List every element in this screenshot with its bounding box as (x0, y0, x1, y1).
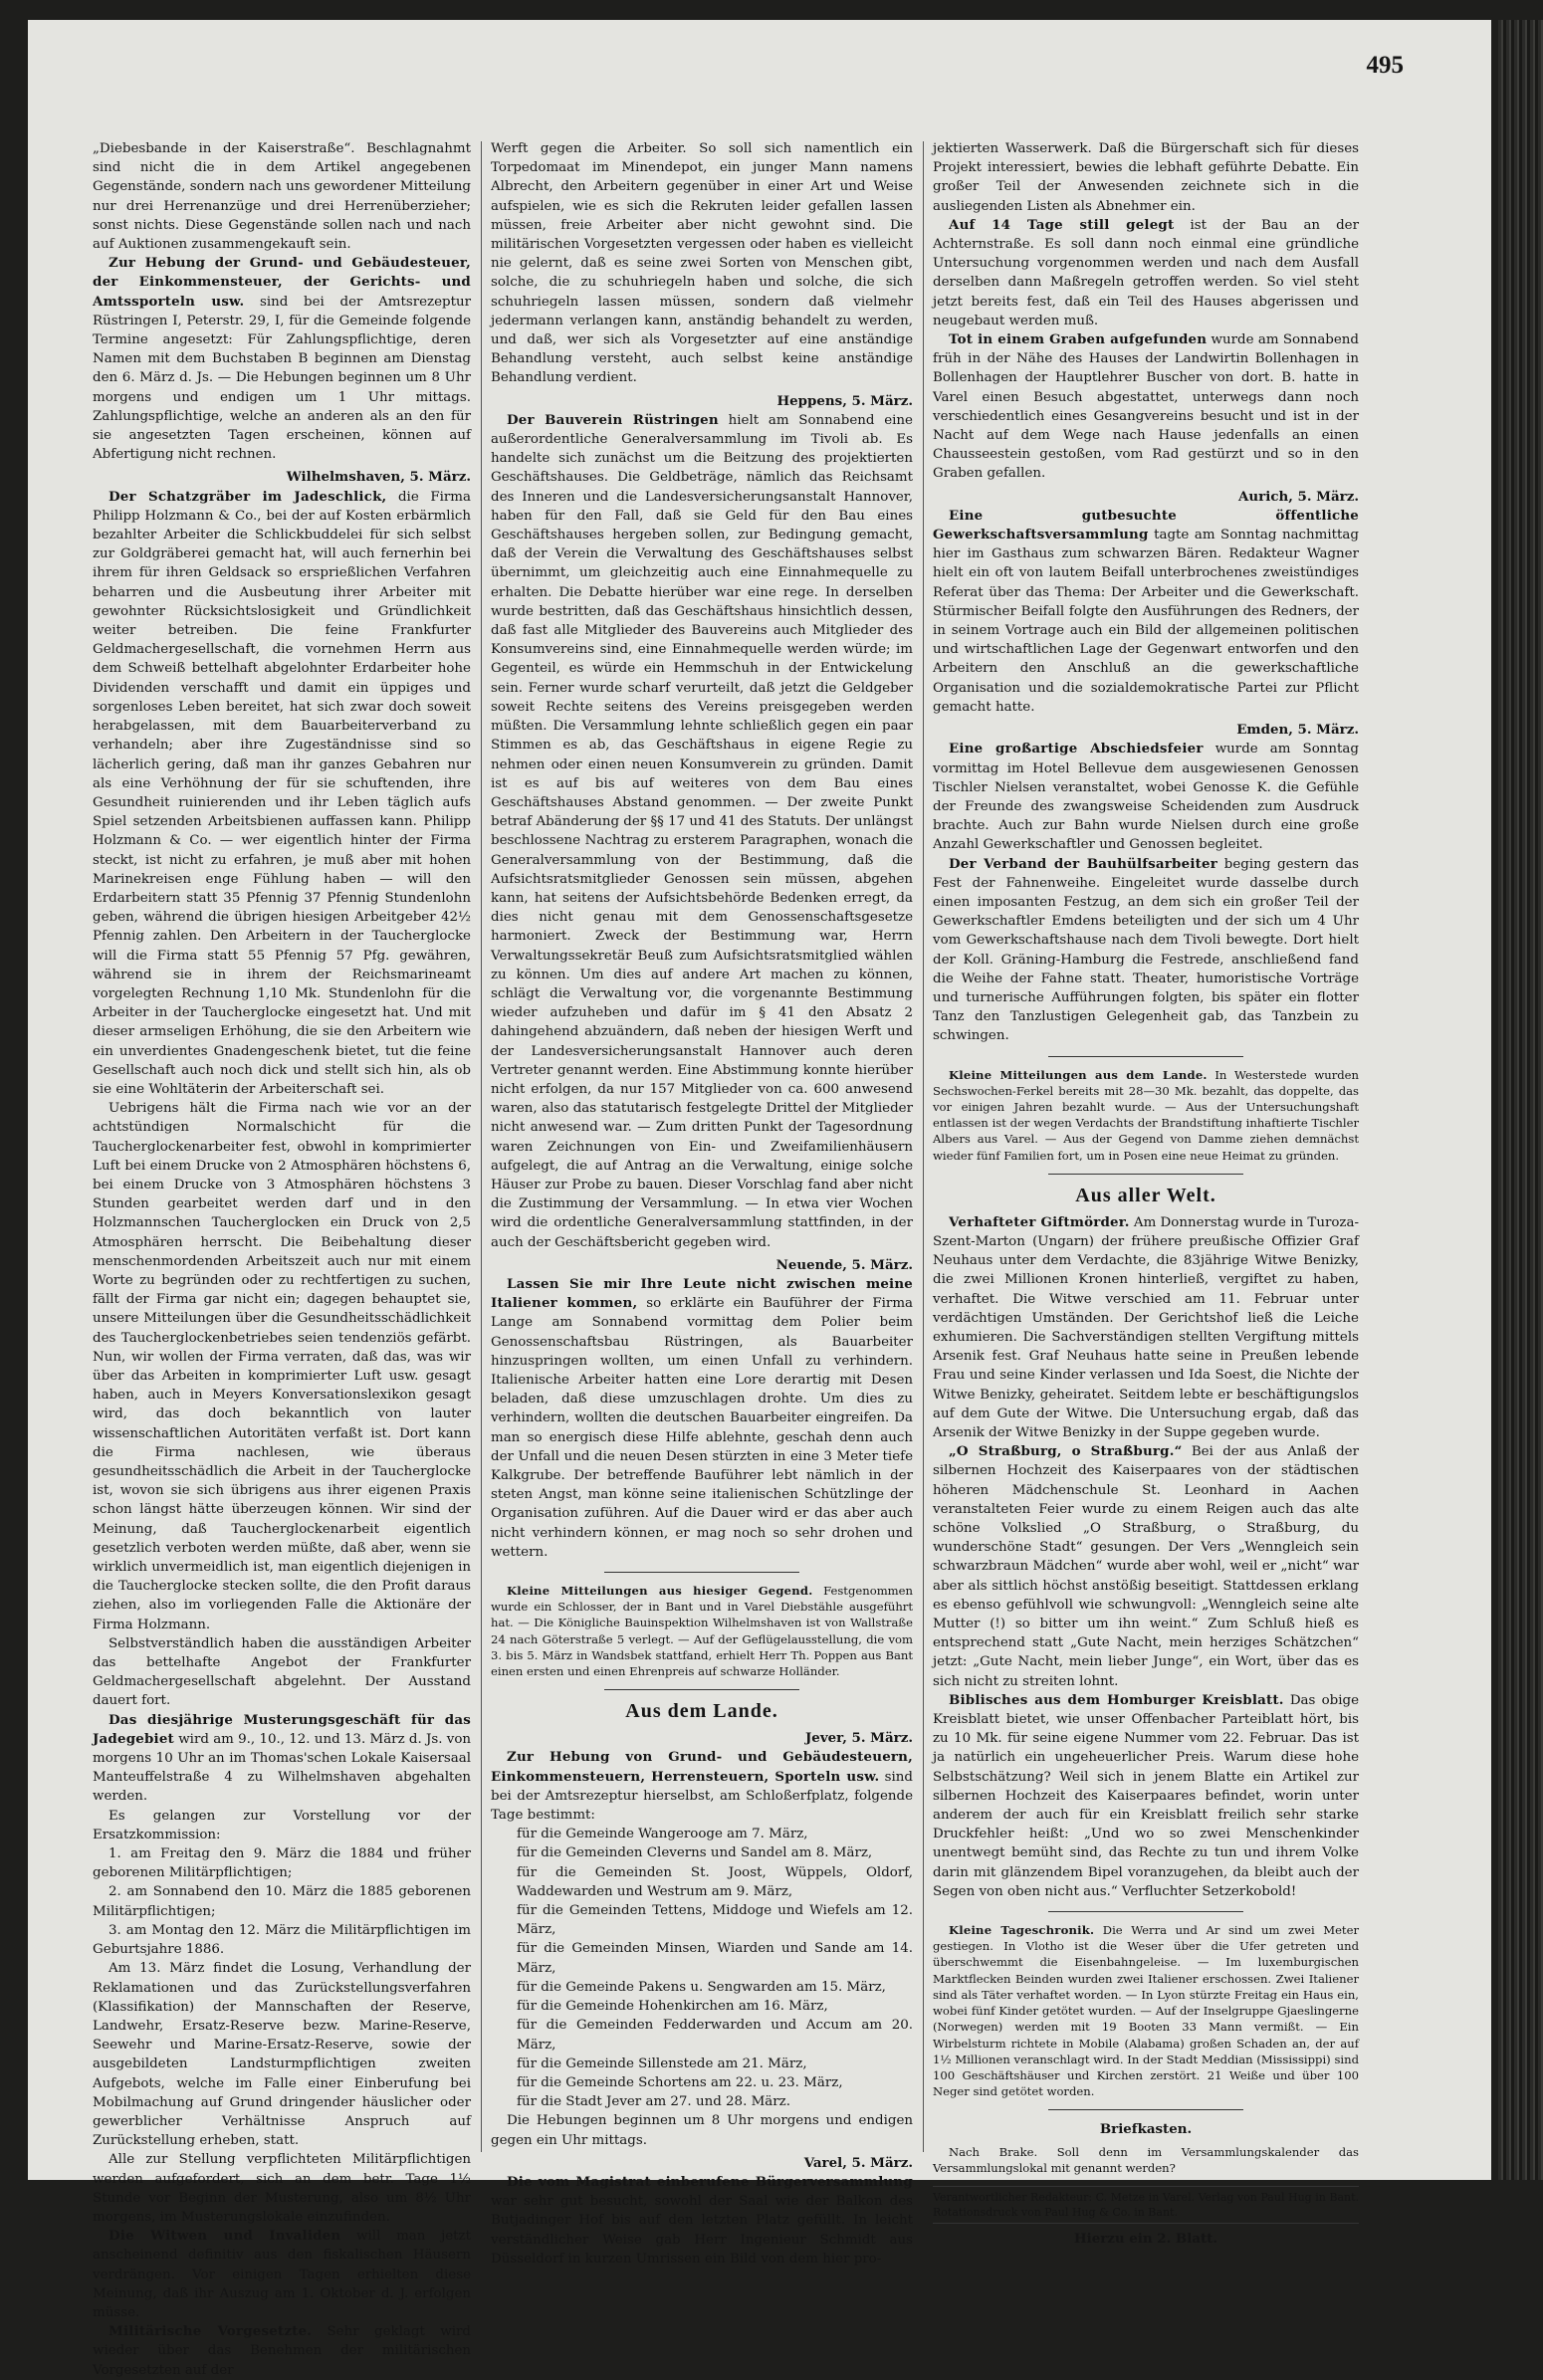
list-item: für die Gemeinde Wangerooge am 7. März, (517, 1827, 808, 1842)
column-1 (93, 139, 472, 2378)
article-paragraph: Zur Hebung von Grund- und Gebäudesteuern, Einkommensteuern, Herrensteuern, Sporteln usw. sind bei der Amtsrezeptur hierselbst, am Schloßerfplatz, folgende Tage bestimmt: (491, 1749, 913, 1824)
article-paragraph: Es gelangen zur Vorstellung vor der Ersatzkommission: (93, 1808, 471, 1842)
list-item: für die Gemeinde Sillenstede am 21. März, (517, 2055, 807, 2071)
article-headline: Auf 14 Tage still gelegt (949, 216, 1175, 233)
dateline: Aurich, 5. März. (1238, 488, 1359, 505)
column-rule (481, 141, 482, 2152)
letterbox-heading: Briefkasten. (1099, 2121, 1193, 2138)
list-item: 1. am Freitag den 9. März die 1884 und früher geborenen Militärpflichtigen; (93, 1846, 471, 1881)
article-headline: Zur Hebung der Grund- und Gebäudesteuer, der Einkommensteuer, der Gerichts- und Amtssporteln usw. (93, 255, 471, 310)
list-item: für die Gemeinden Tettens, Middoge und Wiefels am 12. März, (517, 1903, 913, 1938)
letterbox-text: Nach Brake. Soll denn im Versammlungskalender das Versammlungslokal mit genannt werden? (933, 2144, 1359, 2175)
article-headline: Der Bauverein Rüstringen (507, 411, 719, 428)
article-headline: Lassen Sie mir Ihre Leute nicht zwischen meine Italiener kommen, (491, 1275, 913, 1312)
article-paragraph: Verhafteter Giftmörder. Am Donnerstag wurde in Turoza-Szent-Marton (Ungarn) der frühere preußische Offizier Graf Neuhaus unter dem Verdachte, die 83jährige Witwe Benizky, die zwei Millionen Kronen hinterließ, vergiftet zu haben, verhaftet. Die Witwe verschied am 11. Februar unter verdächtigen Umständen. Der Gerichtshof ließ die Leiche exhumieren. Die Sachverständigen stellten Vergiftung mittels Arsenik fest. Graf Neuhaus hatte seine in Preußen lebende Frau und seine Kinder verlassen und Ida Soest, die Nichte der Witwe Benizky, geheiratet. Seitdem lebte er beschäftigungslos auf dem Gute der Witwe. Die Untersuchung ergab, daß das Arsenik der Witwe Benizky in der Suppe gegeben wurde. (933, 1213, 1359, 1440)
article-headline: Der Schatzgräber im Jadeschlick, (109, 488, 387, 505)
article-headline: Zur Hebung von Grund- und Gebäudesteuern, Einkommensteuern, Herrensteuern, Sporteln usw. (491, 1749, 913, 1785)
divider (604, 1572, 798, 1573)
dateline: Emden, 5. März. (1236, 722, 1359, 739)
column-rule (923, 141, 924, 2152)
article-paragraph: „O Straßburg, o Straßburg.“ Bei der aus Anlaß der silbernen Hochzeit des Kaiserpaares von der städtischen höheren Mädchenschule St. Leonhard in Aachen veranstalteten Feier wurde zu einem Reigen auch das alte schöne Volkslied „O Straßburg, o Straßburg, du wunderschöne Stadt“ gesungen. Der Vers „Wenngleich sein schwarzbraun Mädchen“ wurde aber wohl, weil er „nicht“ war aber als sittlich höchst anstößig beseitigt. Stattdessen erklang es ebenso gefühlvoll wie schwungvoll: „Wenngleich seine alte Mutter (!) so bitter um ihn weint.“ Zum Schluß hieß es entsprechend statt „Gute Nacht, mein herziges Schätzchen“ jetzt: „Gute Nacht, mein lieber Junge“, ein Wort, über das es sich nicht zu streiten lohnt. (933, 1443, 1360, 1689)
section-heading: Aus aller Welt. (1075, 1184, 1216, 1206)
article-paragraph: Tot in einem Graben aufgefunden wurde am Sonnabend früh in der Nähe des Hauses der Landwirtin Bollenhagen in Bollenhagen der Hauptlehrer Buscher von dort. B. hatte in Varel einen Besuch abgestattet, unterwegs dann noch verschiedentlich eines Gesangvereins besucht und ist in der Nacht auf dem Wege nach Hause jedenfalls an einen Chausseestein gestoßen, vom Rad gestürzt und so in den Graben gefallen. (933, 331, 1359, 482)
divider (1048, 1056, 1244, 1057)
list-item: 2. am Sonnabend den 10. März die 1885 geborenen Militärpflichtigen; (93, 1884, 471, 1919)
list-item: für die Stadt Jever am 27. und 28. März. (517, 2094, 790, 2110)
article-headline: Tot in einem Graben aufgefunden (949, 331, 1208, 348)
article-paragraph: Militärische Vorgesetzte. Sehr geklagt wird wieder über das Benehmen der militärischen Vorgesetzten auf der (93, 2323, 471, 2378)
article-headline: Die vom Magistrat einberufene Bürgerversammlung (507, 2173, 913, 2190)
article-paragraph: Am 13. März findet die Losung, Verhandlung der Reklamationen und das Zurückstellungsverfahren (Klassifikation) der Mannschaften der Reserve, Landwehr, Ersatz-Reserve bezw. Marine-Reserve, Seewehr und Marine-Ersatz-Reserve, sowie der ausgebildeten Landsturmpflichtigen zweiten Aufgebots, welche im Falle einer Einberufung bei Mobilmachung auf Grund dringender häuslicher oder gewerblicher Verhältnisse Anspruch auf Zurückstellung erheben, statt. (93, 1961, 471, 2149)
article-paragraph: jektierten Wasserwerk. Daß die Bürgerschaft sich für dieses Projekt interessiert, bewies die lebhaft geführte Debatte. Ein großer Teil der Anwesenden zeichnete sich in die ausliegenden Listen als Abnehmer ein. (933, 141, 1359, 214)
article-headline: Kleine Mitteilungen aus hiesiger Gegend. (507, 1584, 813, 1599)
article-paragraph: Eine gutbesuchte öffentliche Gewerkschaftsversammlung tagte am Sonntag nachmittag hier im Gasthaus zum schwarzen Bären. Redakteur Wagner hielt ein oft von lautem Beifall unterbrochenes zweistündiges Referat über das Thema: Der Arbeiter und die Gewerkschaft. Stürmischer Beifall folgte den Ausführungen des Redners, der in seinem Vortrage auch ein Bild der allgemeinen politischen und wirtschaftlichen Lage der Gegenwart entworfen und den Arbeitern den Anschluß an die gewerkschaftliche Organisation und die sozialdemokratische Partei zur Pflicht gemacht hatte. (933, 507, 1359, 715)
dateline: Varel, 5. März. (803, 2154, 913, 2171)
article-paragraph: Das diesjährige Musterungsgeschäft für das Jadegebiet wird am 9., 10., 12. und 13. März d. Js. von morgens 10 Uhr an im Thomas'schen Lokale Kaisersaal Manteuffelstraße 4 zu Wilhelmshaven abgehalten werden. (93, 1711, 472, 1805)
article-headline: Militärische Vorgesetzte. (109, 2323, 313, 2340)
article-paragraph: Zur Hebung der Grund- und Gebäudesteuer, der Einkommensteuer, der Gerichts- und Amtssporteln usw. sind bei der Amtsrezeptur Rüstringen I, Peterstr. 29, I, für die Gemeinde folgende Termine angesetzt: Für Zahlungspflichtige, deren Namen mit dem Buchstaben B beginnen am Dienstag den 6. März d. Js. — Die Hebungen beginnen um 8 Uhr morgens und endigen um 1 Uhr mittags. Zahlungspflichtige, welche an anderen als an den für sie angesetzten Tagen erscheinen, können auf Abfertigung nicht rechnen. (93, 255, 471, 463)
divider (1048, 2109, 1244, 2110)
list-item: für die Gemeinde Pakens u. Sengwarden am 15. März, (517, 1979, 886, 1995)
article-paragraph: Biblisches aus dem Homburger Kreisblatt. Das obige Kreisblatt bietet, wie unser Offenbacher Parteiblatt hört, bis zu 10 Mk. für seine eigene Nummer vom 22. Februar. Das ist ja natürlich ein ungeheuerlicher Preis. Warum diese hohe Selbstschätzung? Weil sich in jenem Blatte ein Artikel zur silbernen Hochzeit des Kaiserpaares befindet, worin unter anderem der auch für ein Kreisblatt freilich sehr starke Druckfehler heißt: „Und wo so zwei Menschenkinder unentwegt bemüht sind, das Rechte zu tun und ihrem Volke darin mit glänzendem Bipel voranzugehen, da bleibt auch der Segen von oben nicht aus.“ Verfluchter Setzerkobold! (933, 1691, 1359, 1899)
imprint: Verantwortlicher Redakteur: C. Metze in Varel. Verlag von Paul Hug in Bant. Rotationsdruck von Paul Hug & Co. in Bant. (933, 2186, 1359, 2224)
divider (1048, 1174, 1244, 1175)
list-item: 3. am Montag den 12. März die Militärpflichtigen im Geburtsjahre 1886. (93, 1922, 471, 1958)
page-number: 495 (1366, 52, 1404, 79)
column-2 (491, 139, 914, 2267)
article-paragraph: Uebrigens hält die Firma nach wie vor an der achtstündigen Normalschicht für die Taucherglockenarbeiter fest, obwohl in komprimierter Luft bei einem Drucke von 2 Atmosphären höchstens 6, bei einem Drucke von 3 Atmosphären höchstens 3 Stunden gearbeitet werden darf und in den Holzmannschen Taucherglocken ein Druck von 2,5 Atmosphären herrscht. Die Beibehaltung dieser menschenmordenden Arbeitszeit auch nur mit einem Worte zu begründen oder zu rechtfertigen zu suchen, fällt der Firma gar nicht ein; dagegen behauptet sie, unsere Mitteilungen über die Gesundheitsschädlichkeit des Taucherglockenbetriebes seien tendenziös gefärbt. Nun, wir wollen der Firma verraten, daß das, was wir über das Arbeiten in komprimierter Luft usw. gesagt haben, auch in Meyers Konversationslexikon gesagt wird, das doch bekanntlich von lauter wissenschaftlichen Autoritäten verfaßt ist. Dort kann die Firma nachlesen, wie überaus gesundheitsschädlich die Arbeit in der Taucherglocke ist, wovon sie sich übrigens aus ihrer eigenen Praxis schon längst hätte überzeugen können. Wir sind der Meinung, daß Taucherglockenarbeit eigentlich gesetzlich verboten werden müßte, daß aber, wenn sie wirklich unvermeidlich ist, man eigentlich diejenigen in die Taucherglocke stecken sollte, die den Profit daraus ziehen, also im vorliegenden Falle die Aktionäre der Firma Holzmann. (93, 1101, 471, 1632)
article-headline: Das diesjährige Musterungsgeschäft für das Jadegebiet (93, 1711, 471, 1747)
article-paragraph: Der Schatzgräber im Jadeschlick, die Firma Philipp Holzmann & Co., bei der auf Kosten erbärmlich bezahlter Arbeiter die Schlickbuddelei für sich selbst zur Goldgräberei gemacht hat, will auch fernerhin bei ihrem für ihren Geldsack so ersprießlichen Verfahren beharren und die Ausbeutung ihrer Arbeiter mit gewohnter Rücksichtslosigkeit und Gründlichkeit weiter betreiben. Die feine Frankfurter Geldmachergesellschaft, die vornehmen Herrn aus dem Schweiß bettelhaft abgelohnter Erdarbeiter hohe Dividenden verschafft und damit ein üppiges und sorgenloses Leben bereitet, hat sich zwar doch soweit herabgelassen, mit dem Bauarbeiterverband zu verhandeln; aber ihre Zugeständnisse sind so lächerlich gering, daß man ihr ganzes Gebahren nur als eine Verhöhnung der für sie schuftenden, ihre Gesundheit ruinierenden und ihr Leben täglich aufs Spiel setzenden Arbeitsbienen auffassen kann. Philipp Holzmann & Co. — wer eigentlich hinter der Firma steckt, ist nicht zu erfahren, je muß aber mit hohen Marinekreisen enge Fühlung haben — will den Erdarbeitern statt 35 Pfennig 37 Pfennig Stundenlohn geben, während die übrigen hiesigen Arbeitgeber 42½ Pfennig zahlen. Den Arbeitern in der Taucherglocke will die Firma statt 55 Pfennig 57 Pfg. gewähren, während sie in ihrem der Reichsmarineamt vorgelegten Rechnung 1,10 Mk. Stundenlohn für die Arbeiter in der Taucherglocke eingesetzt hat. Und mit dieser armseligen Erhöhung, die sie den Arbeitern wie ein unverdientes Gnadengeschenk bietet, tut die feine Gesellschaft auch noch dick und stellt sich hin, als ob sie eine Wohltäterin der Arbeiterschaft sei. (93, 488, 471, 1097)
article-paragraph: Die vom Magistrat einberufene Bürgerversammlung war sehr gut besucht, sowohl der Saal wie der Balkon des Butjadinger Hof bis auf den letzten Platz gefüllt. In leicht verständlicher Weise gab Herr Ingenieur Schmidt aus Düsseldorf in kurzen Umrissen ein Bild von dem hier pro- (491, 2173, 913, 2267)
article-paragraph: Lassen Sie mir Ihre Leute nicht zwischen meine Italiener kommen, so erklärte ein Bauführer der Firma Lange am Sonnabend vormittag dem Polier beim Genossenschaftsbau Rüstringen, als Bauarbeiter hinzuspringen wollten, um einen Unfall zu verhindern. Italienische Arbeiter hatten eine Lore derartig mit Desen beladen, daß diese umzuschlagen drohte. Um dies zu verhindern, wollten die deutschen Bauarbeiter eingreifen. Da man so energisch diese Hilfe ablehnte, geschah denn auch der Unfall und die neuen Desen stürzten in eine 3 Meter tiefe Kalkgrube. Der betreffende Bauführer lebt nämlich in der steten Angst, man könne seine italienischen Schützlinge der Organisation zuführen. Auf die Dauer wird er das aber auch nicht verhindern können, er mag noch so sehr drohen und wettern. (491, 1275, 913, 1560)
article-headline: Eine großartige Abschiedsfeier (949, 741, 1204, 757)
section-heading: Aus dem Lande. (625, 1700, 778, 1723)
article-paragraph: Der Bauverein Rüstringen hielt am Sonnabend eine außerordentliche Generalversammlung im Tivoli ab. Es handelte sich zunächst um die Beitzung des projektierten Geschäftshauses. Die Geldbeträge, nämlich das Reichsamt des Inneren und die Landesversicherungsanstalt Hannover, haben für den Fall, daß sie Geld für den Bau eines Geschäftshauses hergeben sollen, zur Bedingung gemacht, daß der Verein die Verwaltung des Geschäftshauses selbst übernimmt, um gleichzeitig auch eine Einnahmequelle zu erhalten. Die Debatte hierüber war eine rege. In derselben wurde bestritten, daß das Geschäftshaus hinsichtlich dessen, daß fast alle Mitglieder des Bauvereins auch Mitglieder des Konsumvereins sind, eine Einnahmequelle werden würde; im Gegenteil, es würde ein Hemmschuh in der Entwickelung sein. Ferner wurde scharf verurteilt, daß jetzt die Geldgeber soweit Rechte seitens des Vereins preisgegeben werden müßten. Die Versammlung lehnte schließlich gegen ein paar Stimmen es ab, das Geschäftshaus in eigene Regie zu nehmen oder einen neuen Konsumverein zu gründen. Damit ist es auf bis auf weiteres von dem Bau eines Geschäftshauses Abstand genommen. — Der zweite Punkt betraf Abänderung der §§ 17 und 41 des Statuts. Der unlängst beschlossene Nachtrag zu ersterem Paragraphen, wonach die Generalversammlung von der Bestimmung, daß die Aufsichtsratsmitglieder Genossen sein müssen, abgehen kann, hat seitens der Aufsichtsbehörde Bedenken erregt, da dies nicht genau mit dem Genossenschaftsgesetze harmoniert. Zweck der Bestimmung war, Herrn Verwaltungssekretär Beuß zum Aufsichtsratsmitglied wählen zu können. Um dies auf andere Art machen zu können, schlägt die Verwaltung vor, die vorgenannte Bestimmung wieder aufzuheben und dafür im § 41 den Absatz 2 dahingehend abzuändern, daß neben der hiesigen Werft und der Landesversicherungsanstalt Hannover auch deren Vertreter genannt werden. Eine Abstimmung konnte hierüber nicht erfolgen, da nur 157 Mitglieder von ca. 600 anwesend waren, also das statutarisch festgelegte Drittel der Mitglieder nicht anwesend war. — Zum dritten Punkt der Tagesordnung waren Zeichnungen von Ein- und Zweifamilienhäusern aufgelegt, die auf Antrag an die Verwaltung, einige solche Häuser zur Probe zu bauen. Dieser Vorschlag fand aber nicht die Zustimmung der Versammlung. — In etwa vier Wochen wird die ordentliche Generalversammlung stattfinden, in der auch der Geschäftsbericht gegeben wird. (491, 411, 913, 1250)
supplement-note: Hierzu ein 2. Blatt. (1073, 2230, 1218, 2247)
column-3 (933, 139, 1360, 2247)
dateline: Neuende, 5. März. (775, 1256, 913, 1273)
article-paragraph: Der Verband der Bauhülfsarbeiter beging gestern das Fest der Fahnenweihe. Eingeleitet wurde dasselbe durch einen imposanten Festzug, an dem sich ein großer Teil der Gewerkschaftler Emdens beteiligten und der sich um 4 Uhr vom Gewerkschaftshause nach dem Tivoli bewegte. Dort hielt der Koll. Gräning-Hamburg die Festrede, anschließend fand die Weihe der Fahne statt. Theater, humoristische Vorträge und turnerische Aufführungen folgten, bis später ein flotter Tanz den Tanzlustigen Gelegenheit gab, das Tanzbein zu schwingen. (933, 855, 1359, 1044)
article-headline: Der Verband der Bauhülfsarbeiter (949, 855, 1217, 872)
article-headline: Verhafteter Giftmörder. (949, 1213, 1130, 1230)
article-headline: Kleine Mitteilungen aus dem Lande. (949, 1067, 1208, 1082)
small-notices: Kleine Mitteilungen aus hiesiger Gegend. Festgenommen wurde ein Schlosser, der in Bant und in Varel Diebstähle ausgeführt hat. — Die Königliche Bauinspektion Wilhelmshaven ist von Wallstraße 24 nach Göterstraße 5 verlegt. — Auf der Geflügelausstellung, die vom 3. bis 5. März in Wandsbek stattfand, erhielt Herr Th. Poppen aus Bant einen ersten und einen Ehrenpreis auf schwarze Holländer. (491, 1584, 914, 1679)
article-paragraph: Auf 14 Tage still gelegt ist der Bau an der Achternstraße. Es soll dann noch einmal eine gründliche Untersuchung vorgenommen werden und nach dem Ausfall derselben dann Maßregeln getroffen werden. So viel steht jetzt bereits fest, daß ein Teil des Hauses abgerissen und neugebaut werden muß. (933, 216, 1359, 328)
article-paragraph: Alle zur Stellung verpflichteten Militärpflichtigen werden aufgefordert, sich an dem betr. Tage 1½ Stunde vor Beginn der Musterung, also um 8½ Uhr morgens, im Musterungslokale einzufinden. (93, 2152, 471, 2225)
article-headline: Die Witwen und Invaliden (109, 2228, 341, 2245)
list-item: für die Gemeinden Cleverns und Sandel am 8. März, (517, 1845, 873, 1861)
divider (604, 1689, 798, 1690)
list-item: für die Gemeinden Fedderwarden und Accum am 20. März, (517, 2018, 913, 2053)
list-item: für die Gemeinde Hohenkirchen am 16. März, (517, 1999, 828, 2015)
article-paragraph: Selbstverständlich haben die ausständigen Arbeiter das bettelhafte Angebot der Frankfurter Geldmachergesellschaft abgelehnt. Der Ausstand dauert fort. (93, 1635, 471, 1709)
dateline: Wilhelmshaven, 5. März. (286, 469, 471, 486)
article-paragraph: Werft gegen die Arbeiter. So soll sich namentlich ein Torpedomaat im Minendepot, ein junger Mann namens Albrecht, den Arbeitern gegenüber in einer Art und Weise aufspielen, wie es sich die Rekruten leider gefallen lassen müssen, freie Arbeiter aber nicht gewohnt sind. Die militärischen Vorgesetzten vergessen oder haben es vielleicht nie gelernt, daß es seine zwei Sorten von Menschen gibt, solche, die zu schuhriegeln haben und solche, die sich schuhriegeln lassen müssen, sondern daß vielmehr jedermann verlangen kann, anständig behandelt zu werden, und daß, wer sich als Vorgesetzter auf eine anständige Behandlung versteht, auch selbst keine anständige Behandlung verdient. (491, 141, 913, 386)
article-paragraph: „Diebesbande in der Kaiserstraße“. Beschlagnahmt sind nicht die in dem Artikel angegebenen Gegenstände, sondern nach uns gewordener Mitteilung nur drei Herrenanzüge und drei Herrenüberzieher; sonst nichts. Diese Gegenstände sollen nach und nach auf Auktionen zusammengekauft sein. (93, 141, 471, 253)
small-notices: Kleine Mitteilungen aus dem Lande. In Westerstede wurden Sechswochen-Ferkel bereits mit 28—30 Mk. bezahlt, das doppelte, das vor einigen Jahren bezahlt wurde. — Aus der Untersuchungshaft entlassen ist der wegen Verdachts der Brandstiftung inhaftierte Tischler Albers aus Varel. — Aus der Gegend von Damme ziehen demnächst wieder fünf Familien fort, um in Posen eine neue Heimat zu gründen. (933, 1067, 1359, 1163)
article-headline: „O Straßburg, o Straßburg.“ (949, 1443, 1183, 1460)
article-paragraph: Die Hebungen beginnen um 8 Uhr morgens und endigen gegen ein Uhr mittags. (491, 2113, 913, 2148)
divider (1048, 1911, 1244, 1912)
dateline: Jever, 5. März. (804, 1730, 913, 1747)
list-item: für die Gemeinden Minsen, Wiarden und Sande am 14. März, (517, 1941, 913, 1976)
schedule-list (491, 1825, 913, 2111)
article-paragraph: Die Witwen und Invaliden will man jetzt anscheinend definitiv aus den fiskalischen Häusern verdrängen. Vor einigen Tagen erhielten diese Meinung, daß ihr Auszug am 1. Oktober d. J. erfolgen müsse. (93, 2228, 471, 2320)
list-item: für die Gemeinde Schortens am 22. u. 23. März, (517, 2074, 843, 2090)
book-binding-edge (1498, 20, 1543, 2180)
dateline: Heppens, 5. März. (776, 392, 913, 409)
small-notices: Kleine Tageschronik. Die Werra und Ar sind um zwei Meter gestiegen. In Vlotho ist die Weser über die Ufer getreten und überschwemmt die Eisenbahngeleise. — Im luxemburgischen Marktflecken Beinden wurden zwei Italiener erschossen. Zwei Italiener sind als Täter verhaftet worden. — In Lyon stürzte Freitag ein Haus ein, wobei fünf Kinder getötet wurden. — Auf der Inselgruppe Gjaeslingerne (Norwegen) werden mit 19 Booten 33 Mann vermißt. — Ein Wirbelsturm richtete in Mobile (Alabama) großen Schaden an, der auf 1½ Millionen veranschlagt wird. In der Stadt Meddian (Mississippi) sind 100 Geschäftshäuser und Kirchen zerstört. 21 Weiße und über 100 Neger sind getötet worden. (933, 1923, 1359, 2099)
article-headline: Kleine Tageschronik. (949, 1923, 1095, 1938)
article-paragraph: Eine großartige Abschiedsfeier wurde am Sonntag vormittag im Hotel Bellevue dem ausgewiesenen Genossen Tischler Nielsen veranstaltet, wobei Genosse K. die Gefühle der Freunde des zwangsweise Scheidenden zum Ausdruck brachte. Auch zur Bahn wurde Nielsen durch eine große Anzahl Gewerkschaftler und Genossen begleitet. (933, 741, 1359, 853)
article-headline: Eine gutbesuchte öffentliche Gewerkschaftsversammlung (933, 507, 1359, 543)
list-item: für die Gemeinden St. Joost, Wüppels, Oldorf, Waddewarden und Westrum am 9. März, (517, 1864, 913, 1899)
article-headline: Biblisches aus dem Homburger Kreisblatt. (949, 1691, 1284, 1708)
